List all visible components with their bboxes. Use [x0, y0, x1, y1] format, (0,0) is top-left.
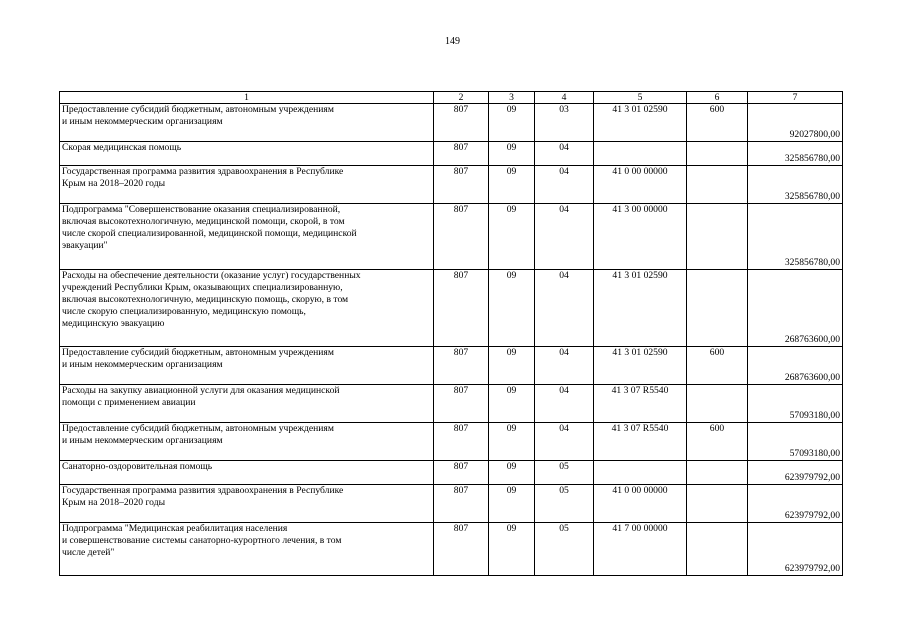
table-row [60, 385, 843, 423]
row-code-5 [594, 461, 687, 485]
row-code-3: 09 [489, 385, 535, 423]
row-amount: 623979792,00 [748, 461, 843, 485]
row-code-5: 41 7 00 00000 [594, 523, 687, 576]
row-code-2: 807 [434, 204, 489, 270]
row-code-6: 600 [687, 347, 748, 385]
column-header: 2 [434, 92, 489, 104]
row-code-4: 04 [535, 166, 594, 204]
row-code-5: 41 0 00 00000 [594, 166, 687, 204]
row-code-6 [687, 204, 748, 270]
row-name: Санаторно-оздоровительная помощь [60, 461, 434, 485]
row-name: Расходы на обеспечение деятельности (оказание услуг) государственных учреждений Республики Крым, оказывающих специализированную, включая высокотехнологичную, медицинскую помощь, скорую, в том числе скорую специализированную, медицинскую помощь, медицинскую эвакуацию [60, 270, 434, 347]
row-name: Расходы на закупку авиационной услуги для оказания медицинской помощи с применением авиации [60, 385, 434, 423]
column-header: 3 [489, 92, 535, 104]
row-amount: 623979792,00 [748, 485, 843, 523]
row-code-3: 09 [489, 423, 535, 461]
column-header: 1 [60, 92, 434, 104]
row-code-6 [687, 461, 748, 485]
table-row [60, 104, 843, 142]
row-code-6: 600 [687, 423, 748, 461]
row-code-3: 09 [489, 347, 535, 385]
row-amount: 57093180,00 [748, 423, 843, 461]
row-amount: 268763600,00 [748, 270, 843, 347]
row-code-4: 05 [535, 523, 594, 576]
row-code-2: 807 [434, 270, 489, 347]
column-header: 5 [594, 92, 687, 104]
row-code-6 [687, 385, 748, 423]
row-code-6 [687, 270, 748, 347]
row-code-3: 09 [489, 485, 535, 523]
table-row [60, 347, 843, 385]
column-header: 6 [687, 92, 748, 104]
row-name: Государственная программа развития здравоохранения в Республике Крым на 2018–2020 годы [60, 166, 434, 204]
row-code-2: 807 [434, 142, 489, 166]
row-code-4: 04 [535, 270, 594, 347]
column-number-row [60, 92, 843, 104]
row-code-5: 41 3 01 02590 [594, 347, 687, 385]
table-row [60, 142, 843, 166]
row-code-6 [687, 485, 748, 523]
row-code-2: 807 [434, 385, 489, 423]
row-code-2: 807 [434, 523, 489, 576]
row-code-3: 09 [489, 523, 535, 576]
row-code-5 [594, 142, 687, 166]
row-amount: 325856780,00 [748, 142, 843, 166]
row-code-4: 03 [535, 104, 594, 142]
row-code-6 [687, 166, 748, 204]
row-code-4: 05 [535, 461, 594, 485]
row-code-2: 807 [434, 461, 489, 485]
row-name: Предоставление субсидий бюджетным, автономным учреждениям и иным некоммерческим организациям [60, 104, 434, 142]
row-amount: 623979792,00 [748, 523, 843, 576]
row-amount: 268763600,00 [748, 347, 843, 385]
row-name: Скорая медицинская помощь [60, 142, 434, 166]
row-code-4: 04 [535, 385, 594, 423]
row-code-4: 04 [535, 204, 594, 270]
table-row [60, 166, 843, 204]
row-code-4: 05 [535, 485, 594, 523]
page-number: 149 [445, 36, 460, 47]
row-code-4: 04 [535, 423, 594, 461]
row-name: Государственная программа развития здравоохранения в Республике Крым на 2018–2020 годы [60, 485, 434, 523]
table-row [60, 461, 843, 485]
row-code-5: 41 3 00 00000 [594, 204, 687, 270]
row-code-2: 807 [434, 166, 489, 204]
row-code-3: 09 [489, 270, 535, 347]
row-code-4: 04 [535, 142, 594, 166]
row-name: Предоставление субсидий бюджетным, автономным учреждениям и иным некоммерческим организациям [60, 423, 434, 461]
row-code-4: 04 [535, 347, 594, 385]
row-code-2: 807 [434, 423, 489, 461]
row-code-5: 41 3 07 R5540 [594, 385, 687, 423]
table-row [60, 423, 843, 461]
row-code-2: 807 [434, 347, 489, 385]
column-header: 4 [535, 92, 594, 104]
row-code-2: 807 [434, 104, 489, 142]
row-amount: 325856780,00 [748, 166, 843, 204]
row-amount: 325856780,00 [748, 204, 843, 270]
row-code-6: 600 [687, 104, 748, 142]
table-row [60, 523, 843, 576]
row-code-5: 41 3 07 R5540 [594, 423, 687, 461]
row-code-3: 09 [489, 104, 535, 142]
row-code-5: 41 3 01 02590 [594, 104, 687, 142]
row-code-2: 807 [434, 485, 489, 523]
budget-table [59, 91, 843, 576]
row-code-3: 09 [489, 461, 535, 485]
row-code-5: 41 3 01 02590 [594, 270, 687, 347]
row-name: Подпрограмма "Совершенствование оказания специализированной, включая высокотехнологичную, медицинской помощи, скорой, в том числе скорой специализированной, медицинской помощи, медицинской эвакуации" [60, 204, 434, 270]
table-row [60, 270, 843, 347]
column-header: 7 [748, 92, 843, 104]
row-name: Подпрограмма "Медицинская реабилитация населения и совершенствование системы санаторно-курортного лечения, в том числе детей" [60, 523, 434, 576]
row-code-5: 41 0 00 00000 [594, 485, 687, 523]
row-code-6 [687, 523, 748, 576]
row-amount: 57093180,00 [748, 385, 843, 423]
table-row [60, 485, 843, 523]
row-amount: 92027800,00 [748, 104, 843, 142]
row-code-6 [687, 142, 748, 166]
row-code-3: 09 [489, 204, 535, 270]
table-row [60, 204, 843, 270]
row-code-3: 09 [489, 166, 535, 204]
row-name: Предоставление субсидий бюджетным, автономным учреждениям и иным некоммерческим организациям [60, 347, 434, 385]
row-code-3: 09 [489, 142, 535, 166]
